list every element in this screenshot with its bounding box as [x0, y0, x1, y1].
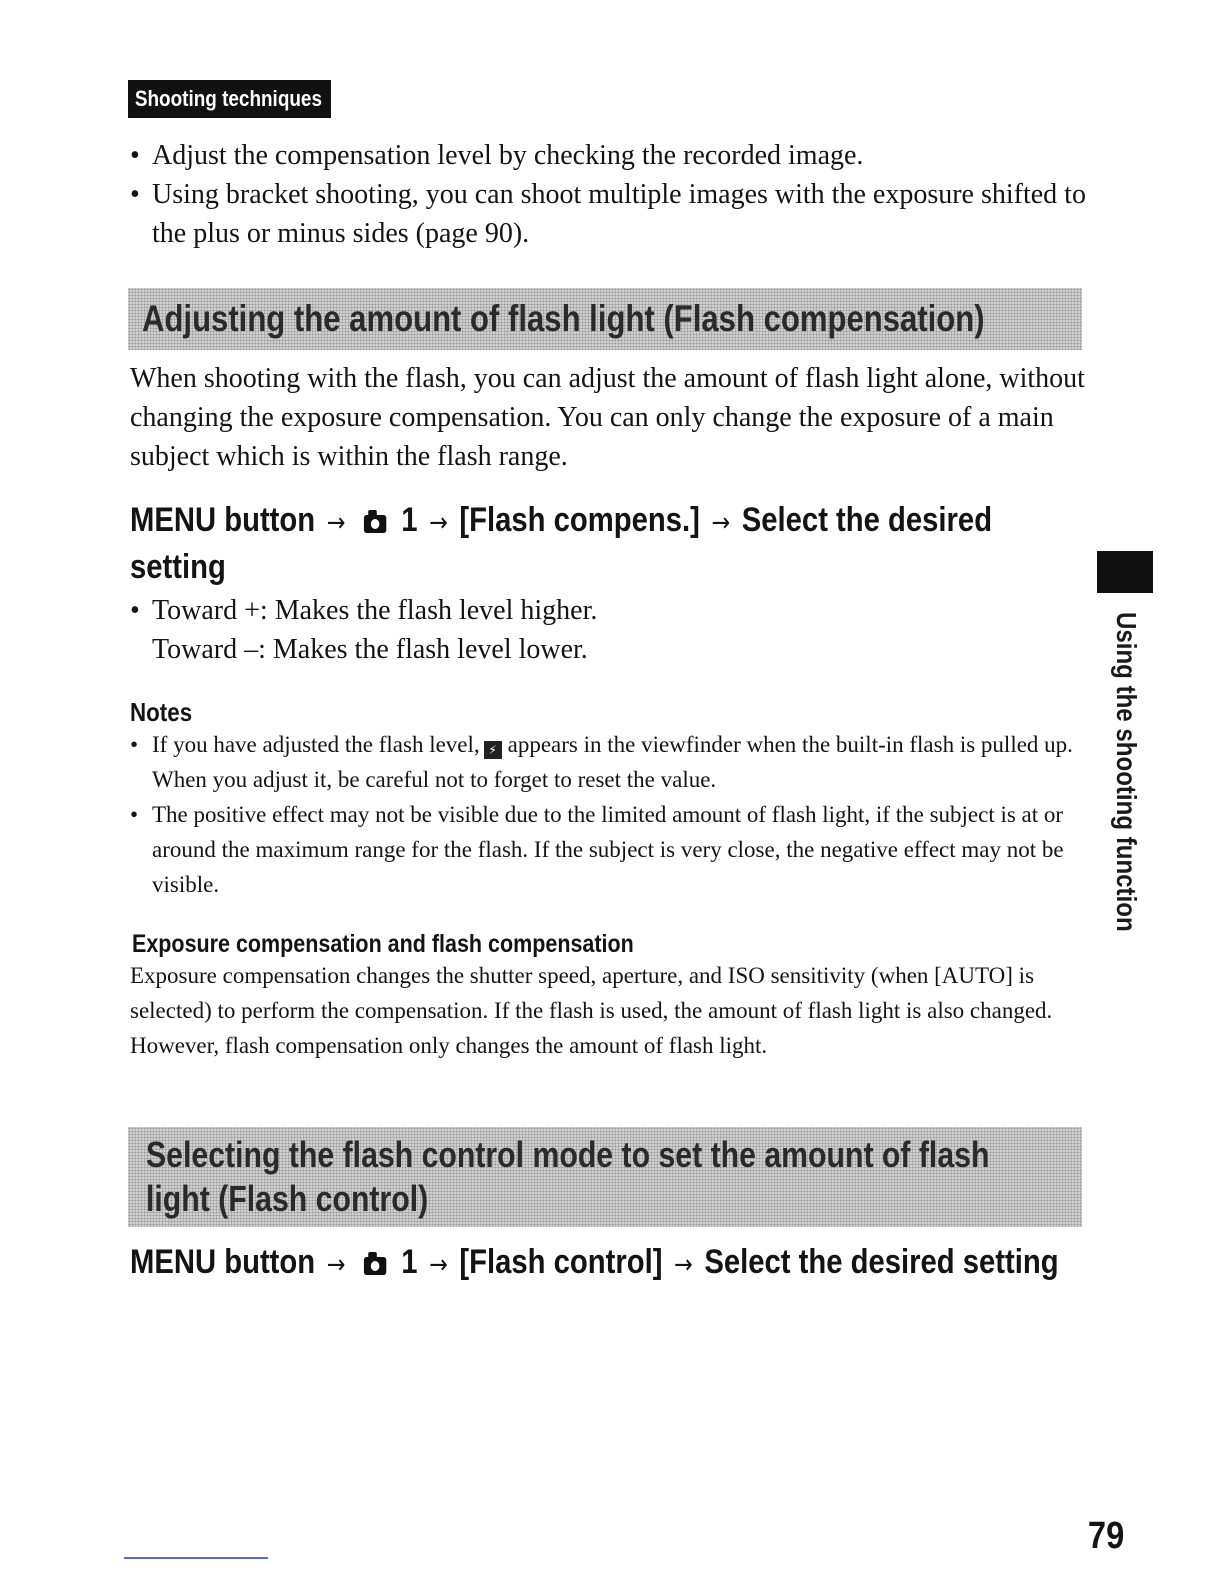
flash-compensation-icon: ⚡: [484, 741, 502, 759]
note-text: appears in the viewfinder when the built-in flash is pulled up. When you adjust it, be careful not to forget to reset the value.: [152, 732, 1073, 792]
menu-tab-number: 1: [401, 1243, 418, 1281]
arrow-right-icon: →: [711, 508, 731, 538]
note-text: If you have adjusted the flash level,: [152, 732, 480, 757]
subsection-heading: [132, 927, 715, 961]
list-item: • Using bracket shooting, you can shoot multiple images with the exposure shifted to the plus or minus sides (page 90).: [130, 179, 1086, 249]
page-number-text: 79: [1087, 1515, 1124, 1557]
banner-title: Selecting the flash control mode to set the amount of flash: [146, 1134, 990, 1175]
step-action: Select the desired setting: [704, 1243, 1059, 1281]
list-item: • The positive effect may not be visible due to the limited amount of flash light, if the subject is at or around the maximum range for the flash. If the subject is very close, the negative effect may not be visible.: [130, 802, 1064, 897]
flash-compensation-step: [130, 498, 1090, 589]
bottom-divider: [124, 1557, 268, 1559]
subsection-text: Exposure compensation changes the shutter speed, aperture, and ISO sensitivity (when [AUTO] is selected) to perform the compensation. If the flash is used, the amount of flash light is also changed.: [130, 963, 1053, 1023]
flash-control-banner: [128, 1127, 1082, 1227]
list-item-text: Using bracket shooting, you can shoot multiple images with the exposure shifted to the plus or minus sides (page 90).: [152, 179, 1086, 249]
side-chapter-text: Using the shooting function: [1111, 612, 1142, 932]
notes-list: [128, 727, 1073, 902]
banner-title: Adjusting the amount of flash light (Flash compensation): [142, 298, 985, 339]
flash-level-options: [128, 591, 1088, 669]
step-action: Select the desired setting: [130, 501, 993, 586]
menu-tab-number: 1: [401, 501, 418, 539]
menu-button-label: MENU button: [130, 1243, 316, 1281]
chapter-marker: [1097, 551, 1153, 593]
flash-control-step: [130, 1240, 1090, 1287]
subsection-heading-text: Exposure compensation and flash compensation: [132, 930, 634, 958]
banner-title: light (Flash control): [146, 1178, 429, 1219]
menu-item-label: [Flash control]: [459, 1243, 663, 1281]
menu-button-label: MENU button: [130, 501, 316, 539]
list-item: • Adjust the compensation level by checking the recorded image.: [130, 140, 864, 171]
subsection-paragraph: [130, 958, 1075, 1063]
list-item-text: Adjust the compensation level by checking the recorded image.: [152, 140, 864, 171]
list-item-text: Toward –: Makes the flash level lower.: [152, 634, 588, 665]
side-chapter-label: [1098, 612, 1154, 984]
arrow-right-icon: →: [429, 1250, 448, 1280]
notes-heading-text: Notes: [130, 697, 193, 727]
menu-item-label: [Flash compens.]: [459, 501, 700, 539]
list-item: • If you have adjusted the flash level, ⚡ appears in the viewfinder when the built-in flash is pulled up. When you adjust it, be careful not to forget to reset the value.: [130, 732, 1073, 792]
list-item: • Toward +: Makes the flash level higher. Toward –: Makes the flash level lower.: [130, 595, 598, 665]
arrow-right-icon: →: [674, 1250, 693, 1280]
flash-compensation-description: When shooting with the flash, you can adjust the amount of flash light alone, without changing the exposure compensation. You can only change the exposure of a main subject which is within the flash range.: [130, 363, 1085, 472]
arrow-right-icon: →: [326, 1250, 346, 1280]
camera-icon: [364, 515, 386, 533]
section-tag: Shooting techniques: [128, 80, 331, 118]
arrow-right-icon: →: [326, 508, 346, 538]
flash-compensation-banner: [128, 288, 1082, 350]
notes-heading: [130, 694, 202, 730]
arrow-right-icon: →: [429, 508, 448, 538]
list-item-text: Toward +: Makes the flash level higher.: [152, 595, 598, 626]
camera-icon: [364, 1257, 386, 1275]
intro-bullet-list: [128, 136, 1088, 253]
subsection-text: However, flash compensation only changes the amount of flash light.: [130, 1033, 768, 1058]
note-text: The positive effect may not be visible due to the limited amount of flash light, if the subject is at or around the maximum range for the flash. If the subject is very close, the negative effect may not be visible.: [152, 802, 1064, 897]
page-number: [1082, 1514, 1124, 1558]
